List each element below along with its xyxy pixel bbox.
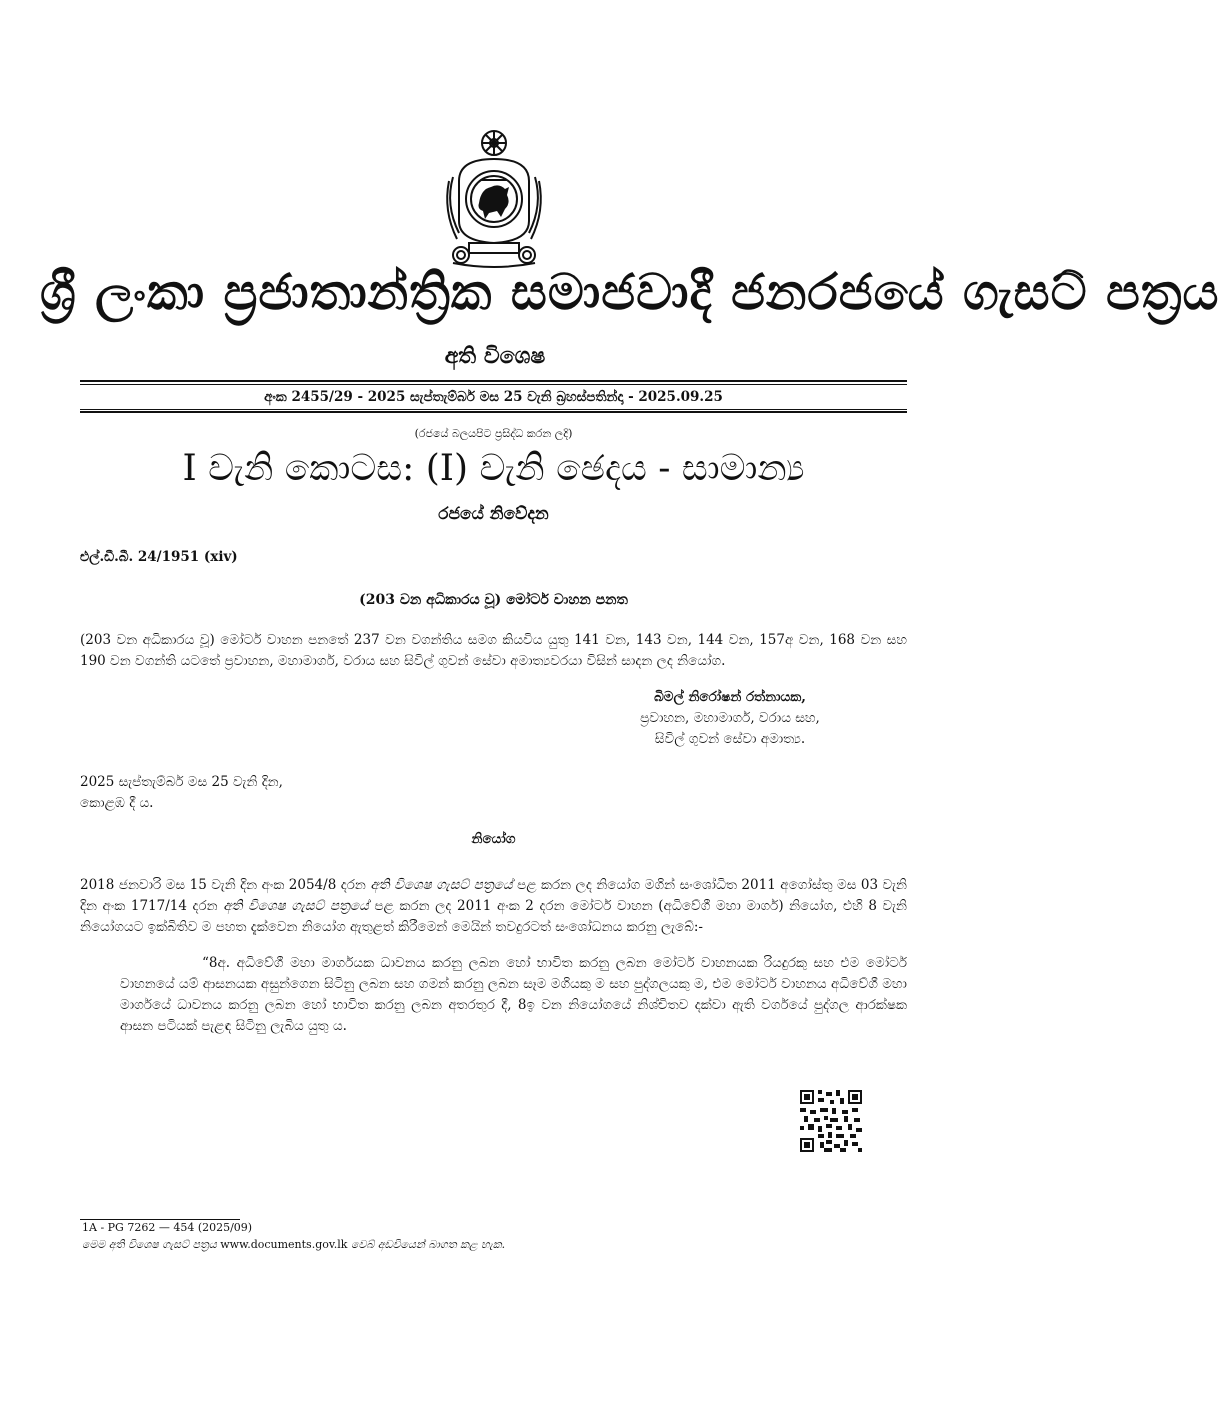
act-heading: (203 වන අධිකාරය වූ) මෝටර් වාහන පනත xyxy=(359,592,628,608)
extraordinary-label: අති විශෙෂ xyxy=(444,343,546,369)
download-note-before: මෙම අති විශෙෂ ගැසට් පත්‍රය xyxy=(82,1238,221,1251)
published-by-note: (රජයේ බලයපිට ප්‍රසිද්ධ කරන ලදි) xyxy=(414,427,573,440)
intro-paragraph: (203 වන අධිකාරය වූ) මෝටර් වාහන පනතේ 237 වන වගන්තිය සමග කියවිය යුතු 141 වන, 143 වන, 144 වන, 157අ වන, 168 වන සහ 190 වන වගන්ති යටතේ ප්‍රවාහන, මහාමාර්ග, වරාය සහ සිවිල් ගුවන් සේවා අමාත්‍යවරයා විසින් සාදන ලද නියෝග. xyxy=(80,632,907,669)
part-title: I වැනි කොටස: (I) වැනි ඡෙදය - සාමාන්‍ය xyxy=(182,448,805,489)
regulation-text-2: පළ කරන ලද නියෝග මගින් සංශෝධිත 2011 අගෝස්තු මස 03 වැනි දින අංක 1717/14 දරන xyxy=(80,877,907,914)
regulations-heading: නියෝග xyxy=(471,831,516,847)
signatory-title-line-1: ප්‍රවාහන, මහාමාර්ග, වරාය සහ, xyxy=(640,710,820,726)
quoted-regulation: “8අ. අධිවේගී මහා මාර්ගයක ධාවනය කරනු ලබන හෝ භාවිත කරනු ලබන මෝටර් වාහනයක රියදුරකු සහ එම මෝටර් වාහනයේ යම් ආසනයක අසුන්ගෙන සිටිනු ලබන සහ ගමන් කරනු ලබන සෑම මගියකු ම සහ පුද්ගලයකු ම, එම මෝටර් වාහනය අධිවේගී මහා මාර්ගයේ ධාවනය කරනු ලබන හෝ භාවිත කරනු ලබන අතරතුර දී, 8ඉ වන නියෝගයේ නිශ්චිතව දක්වා ඇති වර්ගයේ පුද්ගල ආරක්ෂක ආසන පටියක් පැළඳ සිටිනු ලැබිය යුතු ය. xyxy=(120,955,907,1034)
qr-code-icon xyxy=(800,1090,862,1152)
regulation-italic-1: අති විශෙෂ ගැසට් පත්‍රයේ xyxy=(370,877,513,893)
regulation-text-1: 2018 ජනවාරි මස 15 වැනි දින අංක 2054/8 දරන xyxy=(80,877,371,893)
signatory-title-line-2: සිවිල් ගුවන් සේවා අමාත්‍ය. xyxy=(654,731,806,747)
regulation-italic-2: අති විශෙෂ ගැසට් පත්‍රයේ xyxy=(223,898,369,914)
documents-url: www.documents.gov.lk xyxy=(220,1238,348,1251)
print-code: 1A - PG 7262 — 454 (2025/09) xyxy=(82,1221,253,1234)
header-rule-top xyxy=(80,380,907,382)
regulation-paragraph xyxy=(80,875,907,938)
download-note xyxy=(82,1238,505,1252)
footnote-rule xyxy=(80,1219,240,1220)
place-date-block xyxy=(80,772,283,814)
reference-number: එල්.ඩී.බී. 24/1951 (xiv) xyxy=(80,549,238,565)
issue-place: කොළඹ දී ය. xyxy=(80,795,154,811)
gazette-title: ශ්‍රී ලංකා ප්‍රජාතාන්ත්‍රික සමාජවාදී ජනරජයේ ගැසට් පත්‍රය xyxy=(40,262,1219,321)
section-title: රජයේ නිවේදන xyxy=(438,504,549,524)
signatory-name: බිමල් නිරෝෂන් රත්නායක, xyxy=(654,689,806,705)
issue-line: අංක 2455/29 - 2025 සැප්තැම්බර් මස 25 වැනි බ්‍රහස්පතින්දා - 2025.09.25 xyxy=(264,389,723,405)
header-rule-bottom xyxy=(80,411,907,413)
issue-date: 2025 සැප්තැම්බර් මස 25 වැනි දින, xyxy=(80,774,283,790)
header-rule-top-thin xyxy=(80,384,907,385)
regulation-text-3: පළ කරන ලද 2011 අංක 2 දරන මෝටර් වාහන (අධිවේගී මහා මාර්ග) නියෝග, එහි 8 වැනි නියෝගයට ඉක්බිතිව ම පහත දැක්වෙන නියෝග ඇතුළත් කිරීමෙන් මෙයින් තවදුරටත් සංශෝධනය කරනු ලැබේ:- xyxy=(80,898,907,935)
download-note-after: වෙබ් අඩවියෙන් බාගත කළ හැක. xyxy=(347,1238,506,1251)
header-rule-bottom-thin xyxy=(80,409,907,410)
signature-block xyxy=(580,687,880,750)
sri-lanka-emblem-icon xyxy=(439,121,549,271)
